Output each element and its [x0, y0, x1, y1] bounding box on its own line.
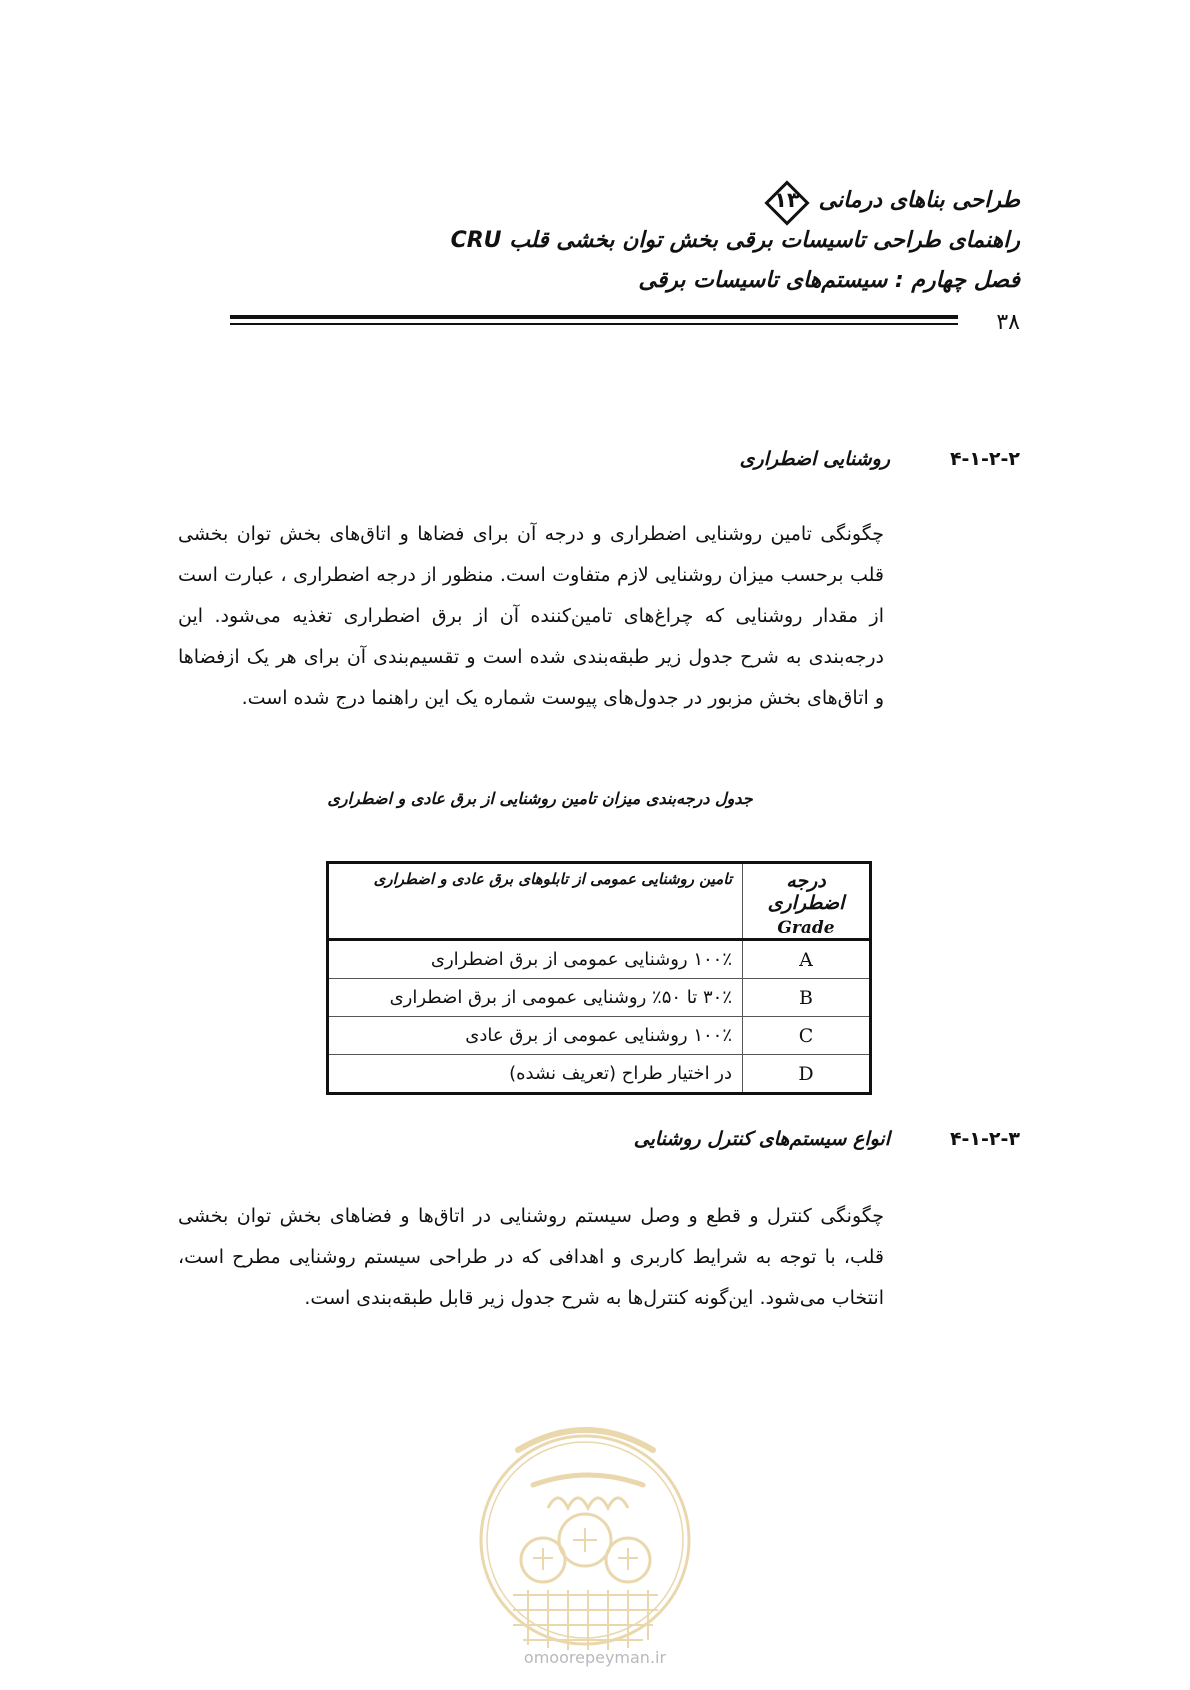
section-number: ۴-۱-۲-۳ [949, 1128, 1020, 1150]
grade-cell: A [743, 940, 871, 979]
table-row [328, 1055, 871, 1094]
page-header [230, 188, 1020, 335]
description-column-header [328, 863, 743, 940]
paragraph-emergency-lighting: چگونگی تامین روشنایی اضطراری و درجه آن برای فضاها و اتاق‌های بخش توان بخشی قلب برحسب میزان روشنایی لازم متفاوت است. منظور از درجه اضطراری ، عبارت است از مقدار روشنایی که چراغ‌های تامین‌کننده آن از برق اضطراری تغذیه می‌شود. این درجه‌بندی به شرح جدول زیر طبقه‌بندی شده است و تقسیم‌بندی آن برای هر یک ازفضاها و اتاق‌های بخش مزبور در جدول‌های پیوست شماره یک این راهنما درج شده است. [178, 523, 884, 709]
paragraph-lighting-control: چگونگی کنترل و قطع و وصل سیستم روشنایی در اتاق‌ها و فضاهای بخش توان بخشی قلب، با توجه به شرایط کاربری و اهدافی که در طراحی سیستم روشنایی مطرح است، انتخاب می‌شود. این‌گونه کنترل‌ها به شرح جدول زیر قابل طبقه‌بندی است. [178, 1205, 884, 1309]
table-header-row [328, 863, 871, 940]
table-caption: جدول درجه‌بندی میزان تامین روشنایی از برق عادی و اضطراری [327, 789, 753, 808]
table-row [328, 940, 871, 979]
watermark-url: omoorepeyman.ir [523, 1648, 667, 1667]
description-cell: ۳۰٪ تا ۵۰٪ روشنایی عمومی از برق اضطراری [328, 979, 743, 1017]
section-number: ۴-۱-۲-۲ [949, 448, 1020, 470]
section-heading-lighting-control [230, 1128, 1020, 1162]
header-rule-thick [230, 315, 958, 319]
watermark-seal-icon [478, 1390, 692, 1690]
series-number: ۱۳ [774, 188, 800, 212]
description-cell: در اختیار طراح (تعریف نشده) [328, 1055, 743, 1094]
grade-cell: C [743, 1017, 871, 1055]
chapter-title: فصل چهارم : سیستم‌های تاسیسات برقی [638, 268, 1020, 293]
header-rule-thin [230, 323, 958, 325]
table-row [328, 1017, 871, 1055]
section-title: انواع سیستم‌های کنترل روشنایی [633, 1128, 890, 1150]
description-cell: ۱۰۰٪ روشنایی عمومی از برق اضطراری [328, 940, 743, 979]
page-number: ۳۸ [996, 310, 1020, 335]
grade-cell: B [743, 979, 871, 1017]
grade-column-header [743, 863, 871, 940]
grade-header-fa: درجه اضطراری [767, 870, 845, 914]
description-cell: ۱۰۰٪ روشنایی عمومی از برق عادی [328, 1017, 743, 1055]
guide-title: راهنمای طراحی تاسیسات برقی بخش توان بخشی قلب CRU [450, 228, 1020, 253]
series-number-badge [764, 180, 810, 226]
description-header: تامین روشنایی عمومی از تابلوهای برق عادی و اضطراری [373, 870, 732, 888]
section-title: روشنایی اضطراری [739, 448, 890, 470]
table-row [328, 979, 871, 1017]
section-heading-emergency-lighting [230, 448, 1020, 482]
grade-header-en: Grade [777, 918, 835, 938]
emergency-grade-table [326, 861, 872, 1095]
series-title: طراحی بناهای درمانی [818, 188, 1020, 213]
grade-cell: D [743, 1055, 871, 1094]
